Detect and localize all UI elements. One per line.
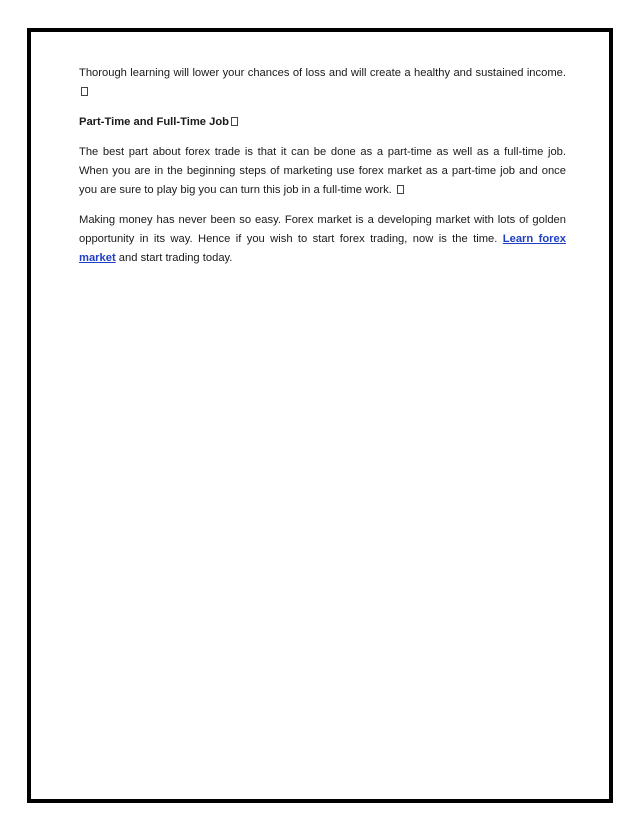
page-border	[27, 28, 613, 803]
missing-glyph-icon	[397, 185, 404, 194]
paragraph-part-time-text: The best part about forex trade is that it can be done as a part-time as well as a full-time job. When you are in the beginning steps of marketing use forex market as a part-time job and once you are sure to play big you can turn this job in a full-time work.	[79, 146, 566, 196]
section-heading	[79, 113, 566, 132]
paragraph-learning-text: Thorough learning will lower your chances of loss and will create a healthy and sustained income.	[79, 67, 566, 79]
paragraph-learning	[79, 64, 566, 102]
paragraph-making-money-text: Making money has never been so easy. Forex market is a developing market with lots of golden opportunity in its way. Hence if you wish to start forex trading, now is the time.	[79, 214, 566, 245]
section-heading-text: Part-Time and Full-Time Job	[79, 116, 230, 128]
learn-forex-market-link[interactable]: Learn forex market	[79, 233, 566, 264]
missing-glyph-icon	[81, 87, 88, 96]
paragraph-making-money-tail: and start trading today.	[115, 252, 233, 264]
missing-glyph-icon	[231, 117, 238, 126]
paragraph-part-time	[79, 143, 566, 200]
document-body	[79, 64, 566, 279]
paragraph-making-money	[79, 211, 566, 268]
